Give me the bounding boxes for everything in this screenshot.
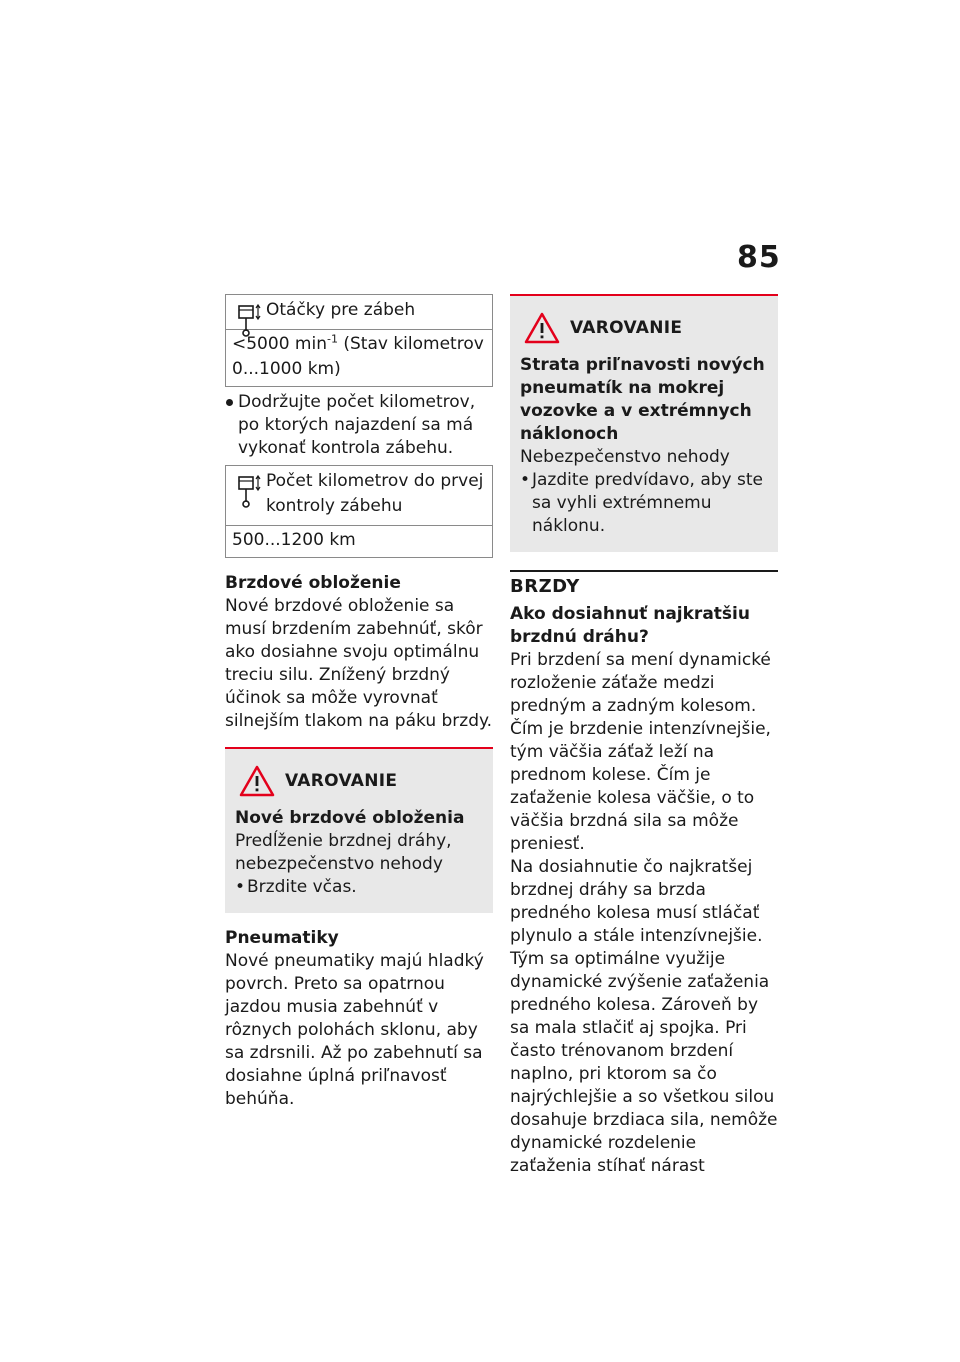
paragraph-brake-pads: Nové brzdové obloženie sa musí brzdením zabehnúť, skôr ako dosiahne svoju optimálnu treciu silu. Znížený brzdný účinok sa môže vyrovnať silnejším tlakom na páku brzdy.	[225, 596, 493, 731]
spec-header	[226, 466, 492, 526]
warning-text: Nebezpečenstvo nehody	[520, 447, 730, 467]
spec-value: <5000 $\min^{-1}$ (Stav kilometrov 0...1000 km)	[232, 332, 484, 379]
section-heading-brakes: BRZDY	[510, 570, 778, 597]
left-column	[225, 294, 493, 1111]
heading-shortest-braking: Ako dosiahnuť najkratšiu brzdnú dráhu?	[510, 604, 750, 647]
warning-subtitle: Strata priľnavosti nových pneumatík na mokrej vozovke a v extrémnych náklonoch	[520, 355, 765, 444]
bullet-item: Dodržujte počet kilometrov, po ktorých najazdení sa má vykonať kontrola zábehu.	[225, 391, 493, 460]
warning-triangle-icon	[524, 312, 560, 344]
heading-brake-pads: Brzdové obloženie	[225, 573, 401, 593]
spec-box-break-in-rpm	[225, 294, 493, 387]
paragraph-braking-1: Pri brzdení sa mení dynamické rozloženie záťaže medzi predným a zadným kolesom. Čím je brzdenie intenzívnejšie, tým väčšia záťaž leží na prednom kolese. Čím je zaťaženie kolesa väčšie, o to väčšia brzdná sila sa môže preniesť.	[510, 650, 771, 854]
warning-title: VAROVANIE	[285, 771, 398, 791]
spec-label: Počet kilometrov do prvej kontroly zábehu	[266, 471, 484, 516]
warning-box-tyres	[510, 294, 778, 552]
spec-header	[226, 295, 492, 330]
warning-bullet: • Jazdite predvídavo, aby ste sa vyhli extrémnemu náklonu.	[520, 469, 770, 538]
right-column	[510, 294, 778, 1178]
warning-bullet: • Brzdite včas.	[235, 876, 485, 899]
warning-triangle-icon	[239, 765, 275, 797]
spec-label: Otáčky pre zábeh	[266, 300, 416, 320]
spec-value: 500...1200 km	[232, 530, 356, 550]
warning-box-brake-pads	[225, 747, 493, 913]
heading-tyres: Pneumatiky	[225, 928, 339, 948]
spec-box-first-service	[225, 465, 493, 558]
warning-title: VAROVANIE	[570, 318, 683, 338]
paragraph-braking-2: Na dosiahnutie čo najkratšej brzdnej dráhy sa brzda predného kolesa musí stláčať plynulo a stále intenzívnejšie. Tým sa optimálne využije dynamické zvýšenie zaťaženia predného kolesa. Zároveň by sa mala stlačiť aj spojka. Pri často trénovanom brzdení naplno, pri ktorom sa čo najrýchlejšie a so všetkou silou dosahuje brzdiaca sila, nemôže dynamické rozdelenie zaťaženia stíhať nárast	[510, 857, 778, 1176]
page-number: 85	[737, 240, 781, 275]
engine-piston-icon	[236, 303, 262, 339]
engine-piston-icon	[236, 474, 262, 510]
warning-subtitle: Nové brzdové obloženia	[235, 808, 465, 828]
warning-text: Predĺženie brzdnej dráhy, nebezpečenstvo nehody	[235, 831, 452, 874]
paragraph-tyres: Nové pneumatiky majú hladký povrch. Preto sa opatrnou jazdou musia zabehnúť v rôznych polohách sklonu, aby sa zdrsnili. Až po zabehnutí sa dosiahne úplná priľnavosť behúňa.	[225, 951, 484, 1109]
